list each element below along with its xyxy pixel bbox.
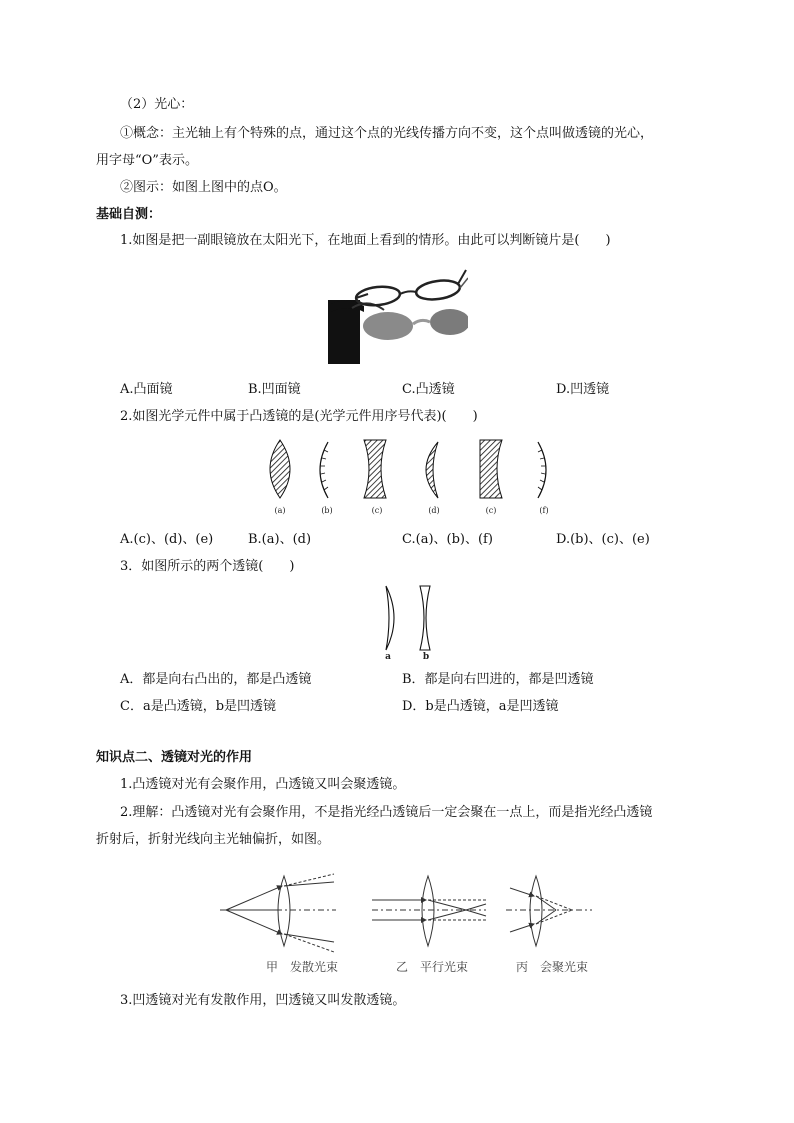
q2-option-b: B.(a)、(d) (248, 532, 312, 547)
q2-option-a: A.(c)、(d)、(e) (120, 532, 214, 547)
concept-line-2: 用字母“O”表示。 (96, 153, 198, 168)
optical-center-heading: （2）光心： (120, 97, 194, 112)
caption-f: (f) (539, 506, 549, 515)
lens-label-a: a (385, 652, 391, 662)
q2-option-c: C.(a)、(b)、(f) (402, 532, 493, 547)
self-test-heading: 基础自测： (96, 207, 162, 222)
knowledge2-p2-line1: 2.理解：凸透镜对光有会聚作用，不是指光经凸透镜后一定会聚在一点上，而是指光经凸透镜 (120, 805, 653, 820)
q2-option-d: D.(b)、(c)、(e) (556, 532, 650, 547)
convex-lens-ray-diagrams (216, 872, 594, 956)
q1-option-c: C.凸透镜 (402, 382, 455, 397)
caption-parallel: 乙 平行光束 (396, 960, 469, 974)
knowledge2-heading: 知识点二、透镜对光的作用 (96, 750, 253, 765)
caption-a: (a) (274, 506, 286, 515)
q3-option-c: C．a是凸透镜，b是凹透镜 (120, 699, 277, 714)
caption-b: (b) (321, 506, 333, 515)
caption-e: (c) (485, 506, 497, 515)
q3-option-b: B．都是向右凹进的，都是凹透镜 (402, 672, 594, 687)
caption-diverging: 甲 发散光束 (266, 960, 339, 974)
knowledge2-p1: 1.凸透镜对光有会聚作用，凸透镜又叫会聚透镜。 (120, 777, 406, 792)
q3-option-a: A．都是向右凸出的，都是凸透镜 (120, 672, 312, 687)
q1-option-a: A.凸面镜 (120, 382, 173, 397)
two-lenses-figure (380, 584, 440, 654)
caption-converging: 丙 会聚光束 (516, 960, 589, 974)
q3-stem: 3．如图所示的两个透镜( ) (120, 559, 295, 574)
q2-stem: 2.如图光学元件中属于凸透镜的是(光学元件用序号代表)( ) (120, 409, 478, 424)
q1-option-d: D.凹透镜 (556, 382, 610, 397)
diagram-line: ②图示：如图上图中的点O。 (120, 180, 287, 195)
lens-label-b: b (422, 652, 430, 662)
q3-option-d: D．b是凸透镜，a是凹透镜 (402, 699, 559, 714)
knowledge2-p3: 3.凹透镜对光有发散作用，凹透镜又叫发散透镜。 (120, 993, 406, 1008)
knowledge2-p2-line2: 折射后，折射光线向主光轴偏折，如图。 (96, 832, 331, 847)
optical-elements-figure (262, 436, 562, 502)
concept-line-1: ①概念：主光轴上有个特殊的点，通过这个点的光线传播方向不变，这个点叫做透镜的光心， (120, 126, 654, 141)
q1-stem: 1.如图是把一副眼镜放在太阳光下，在地面上看到的情形。由此可以判断镜片是( ) (120, 233, 611, 248)
glasses-photo (328, 262, 468, 364)
caption-c: (c) (371, 506, 383, 515)
q1-option-b: B.凹面镜 (248, 382, 301, 397)
caption-d: (d) (428, 506, 440, 515)
